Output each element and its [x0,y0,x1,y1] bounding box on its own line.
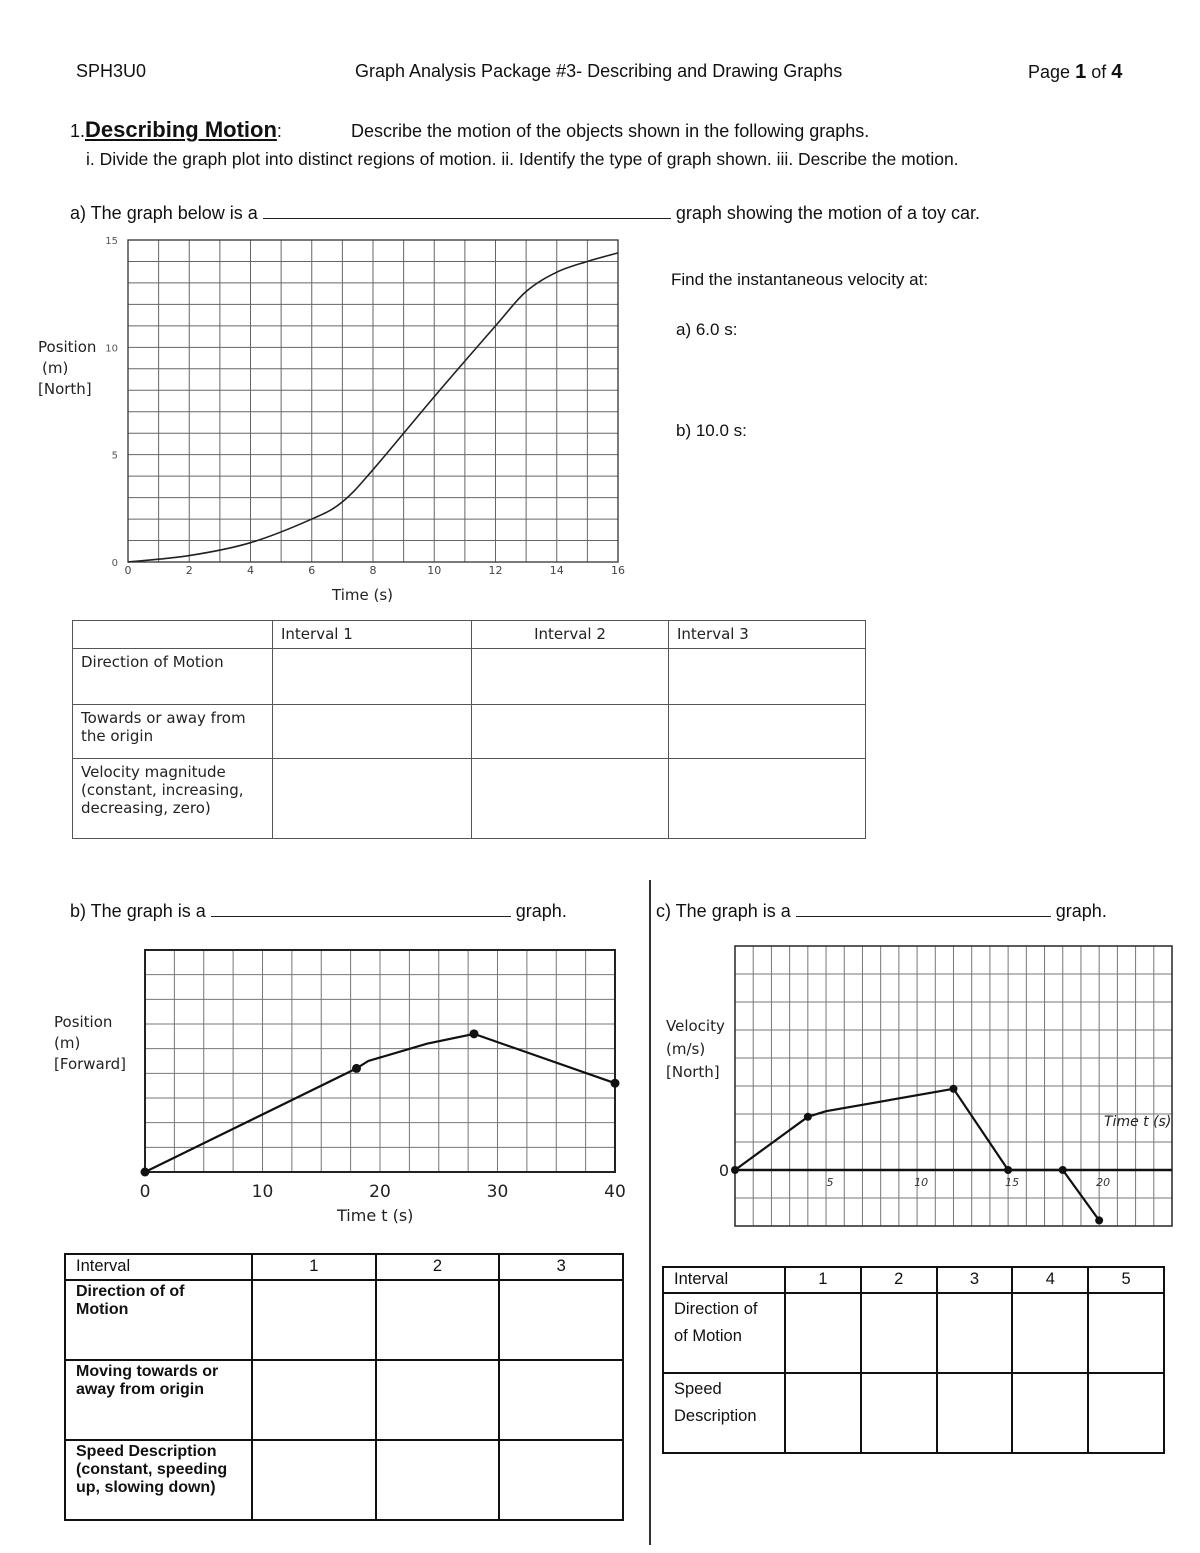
table-c-cell[interactable] [1088,1373,1164,1453]
table-b-cell[interactable] [376,1440,500,1520]
table-b-header-cell: 1 [252,1254,376,1280]
table-a-cell[interactable] [472,649,669,705]
graph-b-ylabel-line: Position [54,1013,113,1031]
table-c-row-label: Direction of of Motion [663,1293,785,1373]
data-point [611,1079,620,1088]
table-a-header-cell [73,621,273,649]
find-velocity-b: b) 10.0 s: [676,421,747,440]
graph-b-ylabel-line: (m) [54,1034,81,1052]
table-b-cell[interactable] [252,1280,376,1360]
document-title: Graph Analysis Package #3- Describing and Drawing Graphs [355,61,843,81]
page-indicator [1028,61,1122,84]
y-tick-label: 0 [111,558,118,569]
table-b-row-label: Moving towards or away from origin [65,1360,252,1440]
table-a-row-label: Direction of Motion [73,649,273,705]
question-number: 1. [70,121,86,141]
part-a-suffix: graph showing the motion of a toy car. [675,203,980,223]
table-b-cell[interactable] [499,1280,623,1360]
data-point [352,1064,361,1073]
data-point [1004,1166,1012,1174]
find-velocity-a: a) 6.0 s: [676,320,738,339]
table-c-cell[interactable] [785,1293,861,1373]
part-a-blank[interactable] [263,202,671,219]
table-c-header-cell: 2 [861,1267,937,1293]
table-a-row-label: Velocity magnitude (constant, increasing, decreasing, zero) [73,759,273,839]
table-a-cell[interactable] [273,759,472,839]
table-b-header-cell: 3 [499,1254,623,1280]
part-c-blank[interactable] [796,900,1051,917]
part-a-prefix: a) The graph below is a [70,203,258,223]
part-c-sentence [656,900,1107,922]
graph-a-ticks [105,236,625,577]
graph-a-grid [128,240,618,562]
table-c-row-label: Speed Description [663,1373,785,1453]
graph-b-xlabel: Time t (s) [337,1206,414,1225]
x-tick-label: 10 [427,564,442,577]
x-tick-label: 14 [549,564,564,577]
table-c-cell[interactable] [1012,1373,1088,1453]
page-prefix: Page [1028,62,1071,82]
table-a-cell[interactable] [669,759,866,839]
column-divider [649,880,651,1545]
data-point [804,1113,812,1121]
x-tick-label: 10 [251,1182,274,1202]
x-tick-label: 0 [139,1182,151,1202]
x-tick-label: 6 [308,564,316,577]
graph-c-ylabel-line: (m/s) [666,1040,706,1058]
table-c-cell[interactable] [1088,1293,1164,1373]
graph-a-ylabel-line: Position [38,338,97,356]
page-total: 4 [1111,61,1123,83]
x-tick-label: 2 [185,564,193,577]
table-b [64,1253,624,1521]
table-b-cell[interactable] [252,1440,376,1520]
graph-b-grid [145,950,615,1172]
graph-c [715,938,1180,1233]
table-c-cell[interactable] [1012,1293,1088,1373]
part-c-suffix: graph. [1055,901,1107,921]
graph-b [100,940,640,1210]
x-tick-label: 8 [369,564,377,577]
table-b-cell[interactable] [376,1280,500,1360]
table-b-header-cell: Interval [65,1254,252,1280]
find-velocity-label: Find the instantaneous velocity at: [671,270,929,289]
table-c-header-cell: 1 [785,1267,861,1293]
table-c-cell[interactable] [861,1373,937,1453]
table-a [72,620,866,839]
y-tick-label: 5 [111,450,118,462]
x-tick-label: 16 [611,564,625,577]
part-c-prefix: c) The graph is a [656,901,791,921]
table-c-cell[interactable] [937,1293,1013,1373]
table-c-header-cell: 5 [1088,1267,1164,1293]
part-b-blank[interactable] [211,900,511,917]
y-tick-label: 15 [105,236,118,247]
question-description: Describe the motion of the objects shown in the following graphs. [351,121,870,141]
table-c-header-cell: 4 [1012,1267,1088,1293]
table-a-cell[interactable] [669,649,866,705]
table-b-cell[interactable] [499,1440,623,1520]
table-b-row-label: Direction of of Motion [65,1280,252,1360]
table-a-cell[interactable] [273,649,472,705]
table-c-header-cell: Interval [663,1267,785,1293]
graph-a [100,222,640,582]
question-title: Describing Motion [85,117,277,142]
graph-c-ylabel-line: Velocity [666,1017,725,1035]
x-tick-label: 20 [369,1182,391,1202]
table-c [662,1266,1165,1454]
x-tick-label: 4 [247,564,254,577]
table-a-cell[interactable] [273,705,472,759]
table-c-header-cell: 3 [937,1267,1013,1293]
data-point [1059,1166,1067,1174]
question-steps: i. Divide the graph plot into distinct regions of motion. ii. Identify the type of graph shown. iii. Describe the motion. [86,149,959,169]
question-colon: : [276,121,282,141]
part-b-sentence [70,900,567,922]
x-tick-label: 10 [914,1176,929,1189]
question-heading [70,117,870,143]
x-tick-label: 15 [1005,1176,1020,1189]
table-a-header-cell: Interval 3 [669,621,866,649]
data-point [470,1029,479,1038]
page-current: 1 [1075,61,1087,83]
table-a-header-cell: Interval 1 [273,621,472,649]
x-tick-label: 40 [604,1182,626,1202]
table-b-header-cell: 2 [376,1254,500,1280]
origin-label: 0 [718,1161,730,1180]
x-tick-label: 20 [1096,1176,1111,1189]
graph-a-xlabel: Time (s) [332,586,393,604]
data-point [1095,1216,1103,1224]
table-c-cell[interactable] [785,1373,861,1453]
table-a-row-label: Towards or away from the origin [73,705,273,759]
table-b-row-label: Speed Description (constant, speeding up, slowing down) [65,1440,252,1520]
table-b-cell[interactable] [376,1360,500,1440]
x-tick-label: 0 [124,564,132,577]
table-a-cell[interactable] [669,705,866,759]
part-b-prefix: b) The graph is a [70,901,206,921]
x-tick-label: 5 [826,1176,834,1189]
table-c-cell[interactable] [861,1293,937,1373]
graph-c-ylabel-line: [North] [666,1063,720,1081]
graph-c-ticks [719,1161,1110,1189]
data-point [731,1166,739,1174]
table-a-cell[interactable] [472,705,669,759]
part-a-sentence [70,202,980,224]
table-c-cell[interactable] [937,1373,1013,1453]
x-tick-label: 30 [486,1182,509,1202]
y-tick-label: 10 [105,343,118,355]
page-of: of [1091,62,1107,82]
table-b-cell[interactable] [499,1360,623,1440]
graph-a-ylabel-line: [North] [38,380,92,398]
part-b-suffix: graph. [515,901,567,921]
graph-b-ylabel-line: [Forward] [54,1055,127,1073]
data-point [950,1085,958,1093]
table-b-cell[interactable] [252,1360,376,1440]
graph-a-ylabel-line: (m) [42,359,69,377]
table-a-header-cell: Interval 2 [472,621,669,649]
graph-a-ylabel [38,337,96,400]
table-a-cell[interactable] [472,759,669,839]
course-code: SPH3U0 [76,61,147,81]
graph-b-ticks [140,1182,626,1202]
graph-c-axis-label: Time t (s) [1104,1114,1172,1130]
data-point [141,1168,150,1177]
x-tick-label: 12 [488,564,503,577]
